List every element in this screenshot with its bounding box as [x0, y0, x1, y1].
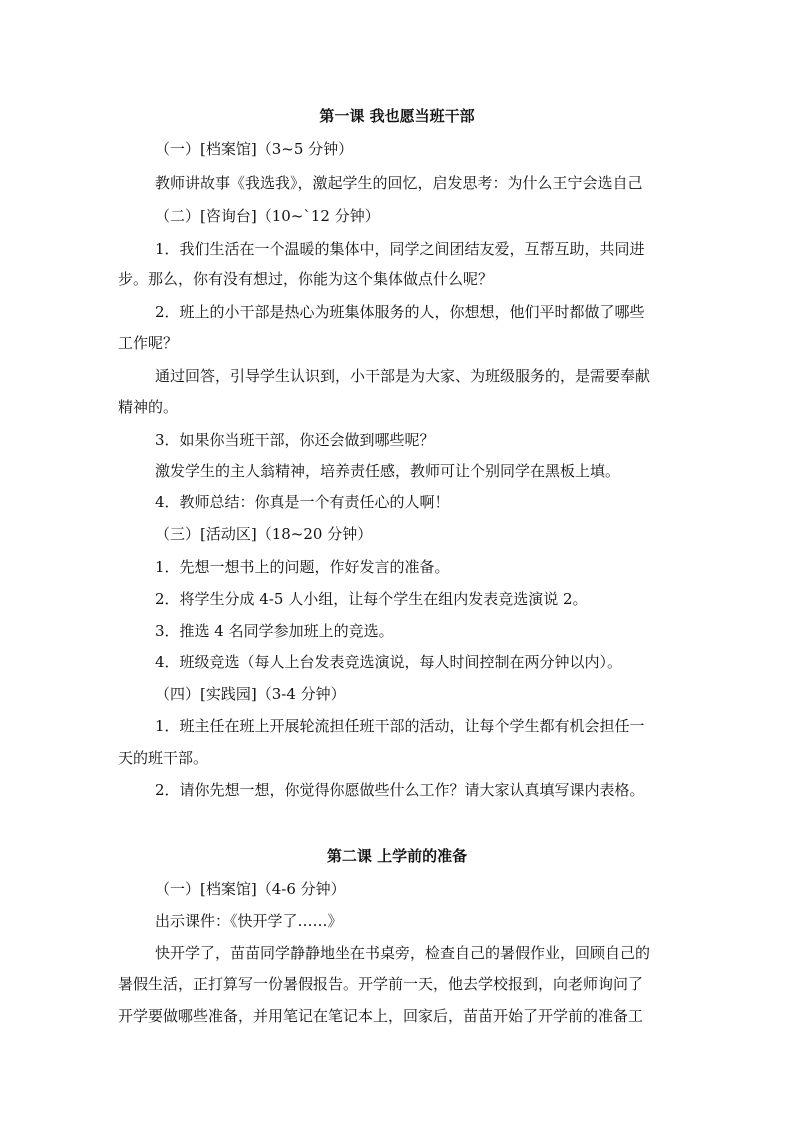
paragraph-line: 2．将学生分成 4-5 人小组，让每个学生在组内发表竞选演说 2。 — [155, 590, 588, 608]
section-heading: （一）[档案馆]（3~5 分钟） — [155, 140, 354, 158]
section-heading: （三）[活动区]（18~20 分钟） — [155, 525, 373, 543]
paragraph-line: 开学要做哪些准备，并用笔记在笔记本上，回家后，苗苗开始了开学前的准备工 — [118, 1007, 644, 1025]
paragraph-line: 出示课件：《快开学了……》 — [155, 912, 343, 930]
paragraph-line: 工作呢？ — [118, 334, 179, 352]
lesson-1-title: 第一课 我也愿当班干部 — [319, 107, 475, 125]
section-heading: （四）[实践园]（3-4 分钟） — [155, 685, 346, 703]
paragraph-line: 4．教师总结：你真是一个有责任心的人啊！ — [155, 493, 450, 511]
paragraph-line: 激发学生的主人翁精神，培养责任感，教师可让个别同学在黑板上填。 — [155, 462, 621, 480]
paragraph-line: 2．班上的小干部是热心为班集体服务的人，你想想，他们平时都做了哪些 — [155, 303, 645, 321]
paragraph-line: 1．先想一想书上的问题，作好发言的准备。 — [155, 558, 450, 576]
paragraph-line: 1．班主任在班上开展轮流担任班干部的活动，让每个学生都有机会担任一 — [155, 717, 645, 735]
paragraph-line: 快开学了，苗苗同学静静地坐在书桌旁，检查自己的暑假作业，回顾自己的 — [155, 944, 651, 962]
paragraph-line: 3．如果你当班干部，你还会做到哪些呢？ — [155, 431, 435, 449]
paragraph-line: 教师讲故事《我选我》，激起学生的回忆，启发思考：为什么王宁会选自己 — [155, 174, 643, 192]
lesson-2-title: 第二课 上学前的准备 — [326, 847, 468, 865]
paragraph-line: 1．我们生活在一个温暖的集体中，同学之间团结友爱，互帮互助，共同进 — [155, 240, 645, 258]
paragraph-line: 通过回答，引导学生认识到，小干部是为大家、为班级服务的，是需要奉献 — [155, 367, 651, 385]
paragraph-line: 暑假生活，正打算写一份暑假报告。开学前一天，他去学校报到，向老师询问了 — [118, 975, 644, 993]
paragraph-line: 天的班干部。 — [118, 749, 209, 767]
paragraph-line: 2．请你先想一想，你觉得你愿做些什么工作？请大家认真填写课内表格。 — [155, 781, 645, 799]
paragraph-line: 4．班级竞选（每人上台发表竞选演说，每人时间控制在两分钟以内）。 — [155, 653, 623, 671]
section-heading: （二）[咨询台]（10~`12 分钟） — [155, 207, 380, 225]
paragraph-line: 步。那么，你有没有想过，你能为这个集体做点什么呢？ — [118, 270, 494, 288]
paragraph-line: 3．推选 4 名同学参加班上的竞选。 — [155, 622, 394, 640]
paragraph-line: 精神的。 — [118, 398, 179, 416]
section-heading: （一）[档案馆]（4-6 分钟） — [155, 880, 346, 898]
